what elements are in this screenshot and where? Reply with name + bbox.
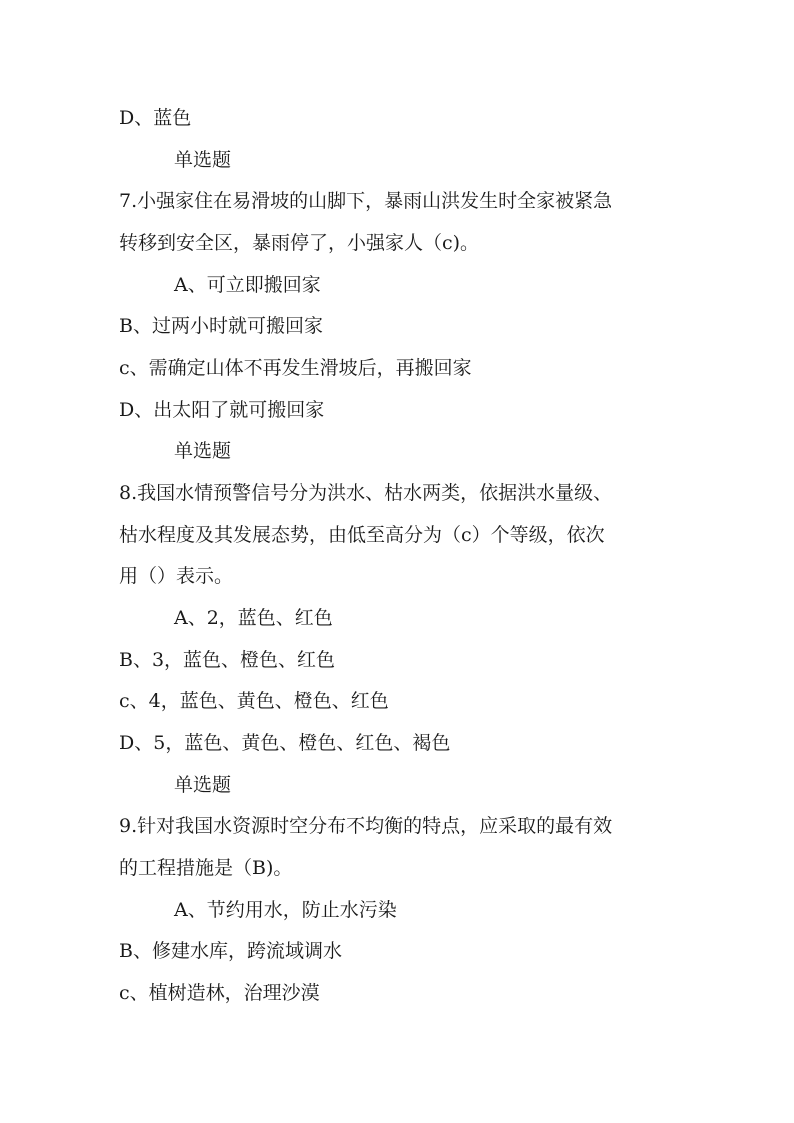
q7-option-d: D、出太阳了就可搬回家 (119, 399, 325, 421)
q9-text: 的工程措施是（B)。 (119, 857, 293, 879)
q7-text: 7.小强家住在易滑坡的山脚下，暴雨山洪发生时全家被紧急 (119, 190, 613, 212)
q9-option-c: c、植树造林，治理沙漠 (119, 982, 320, 1004)
q7-option-b: B、过两小时就可搬回家 (119, 315, 323, 337)
q8-text: 用（）表示。 (119, 565, 234, 587)
q8-option-a: A、2，蓝色、红色 (174, 607, 333, 629)
question-type-label: 单选题 (174, 149, 232, 171)
q7-text: 转移到安全区，暴雨停了，小强家人（c)。 (119, 232, 480, 254)
q7-option-a: A、可立即搬回家 (174, 274, 321, 296)
question-type-label: 单选题 (174, 774, 232, 796)
q7-option-c: c、需确定山体不再发生滑坡后，再搬回家 (119, 357, 472, 379)
q8-option-c: c、4，蓝色、黄色、橙色、红色 (119, 690, 389, 712)
q8-text: 8.我国水情预警信号分为洪水、枯水两类，依据洪水量级、 (119, 482, 613, 504)
q8-text: 枯水程度及其发展态势，由低至高分为（c）个等级，依次 (119, 524, 605, 546)
question-type-label: 单选题 (174, 440, 232, 462)
q9-option-a: A、节约用水，防止水污染 (174, 899, 397, 921)
q8-option-d: D、5，蓝色、黄色、橙色、红色、褐色 (119, 732, 451, 754)
q9-text: 9.针对我国水资源时空分布不均衡的特点，应采取的最有效 (119, 815, 613, 837)
q8-option-b: B、3，蓝色、橙色、红色 (119, 649, 336, 671)
q9-option-b: B、修建水库，跨流域调水 (119, 940, 342, 962)
q6-option-d: D、蓝色 (119, 107, 192, 129)
